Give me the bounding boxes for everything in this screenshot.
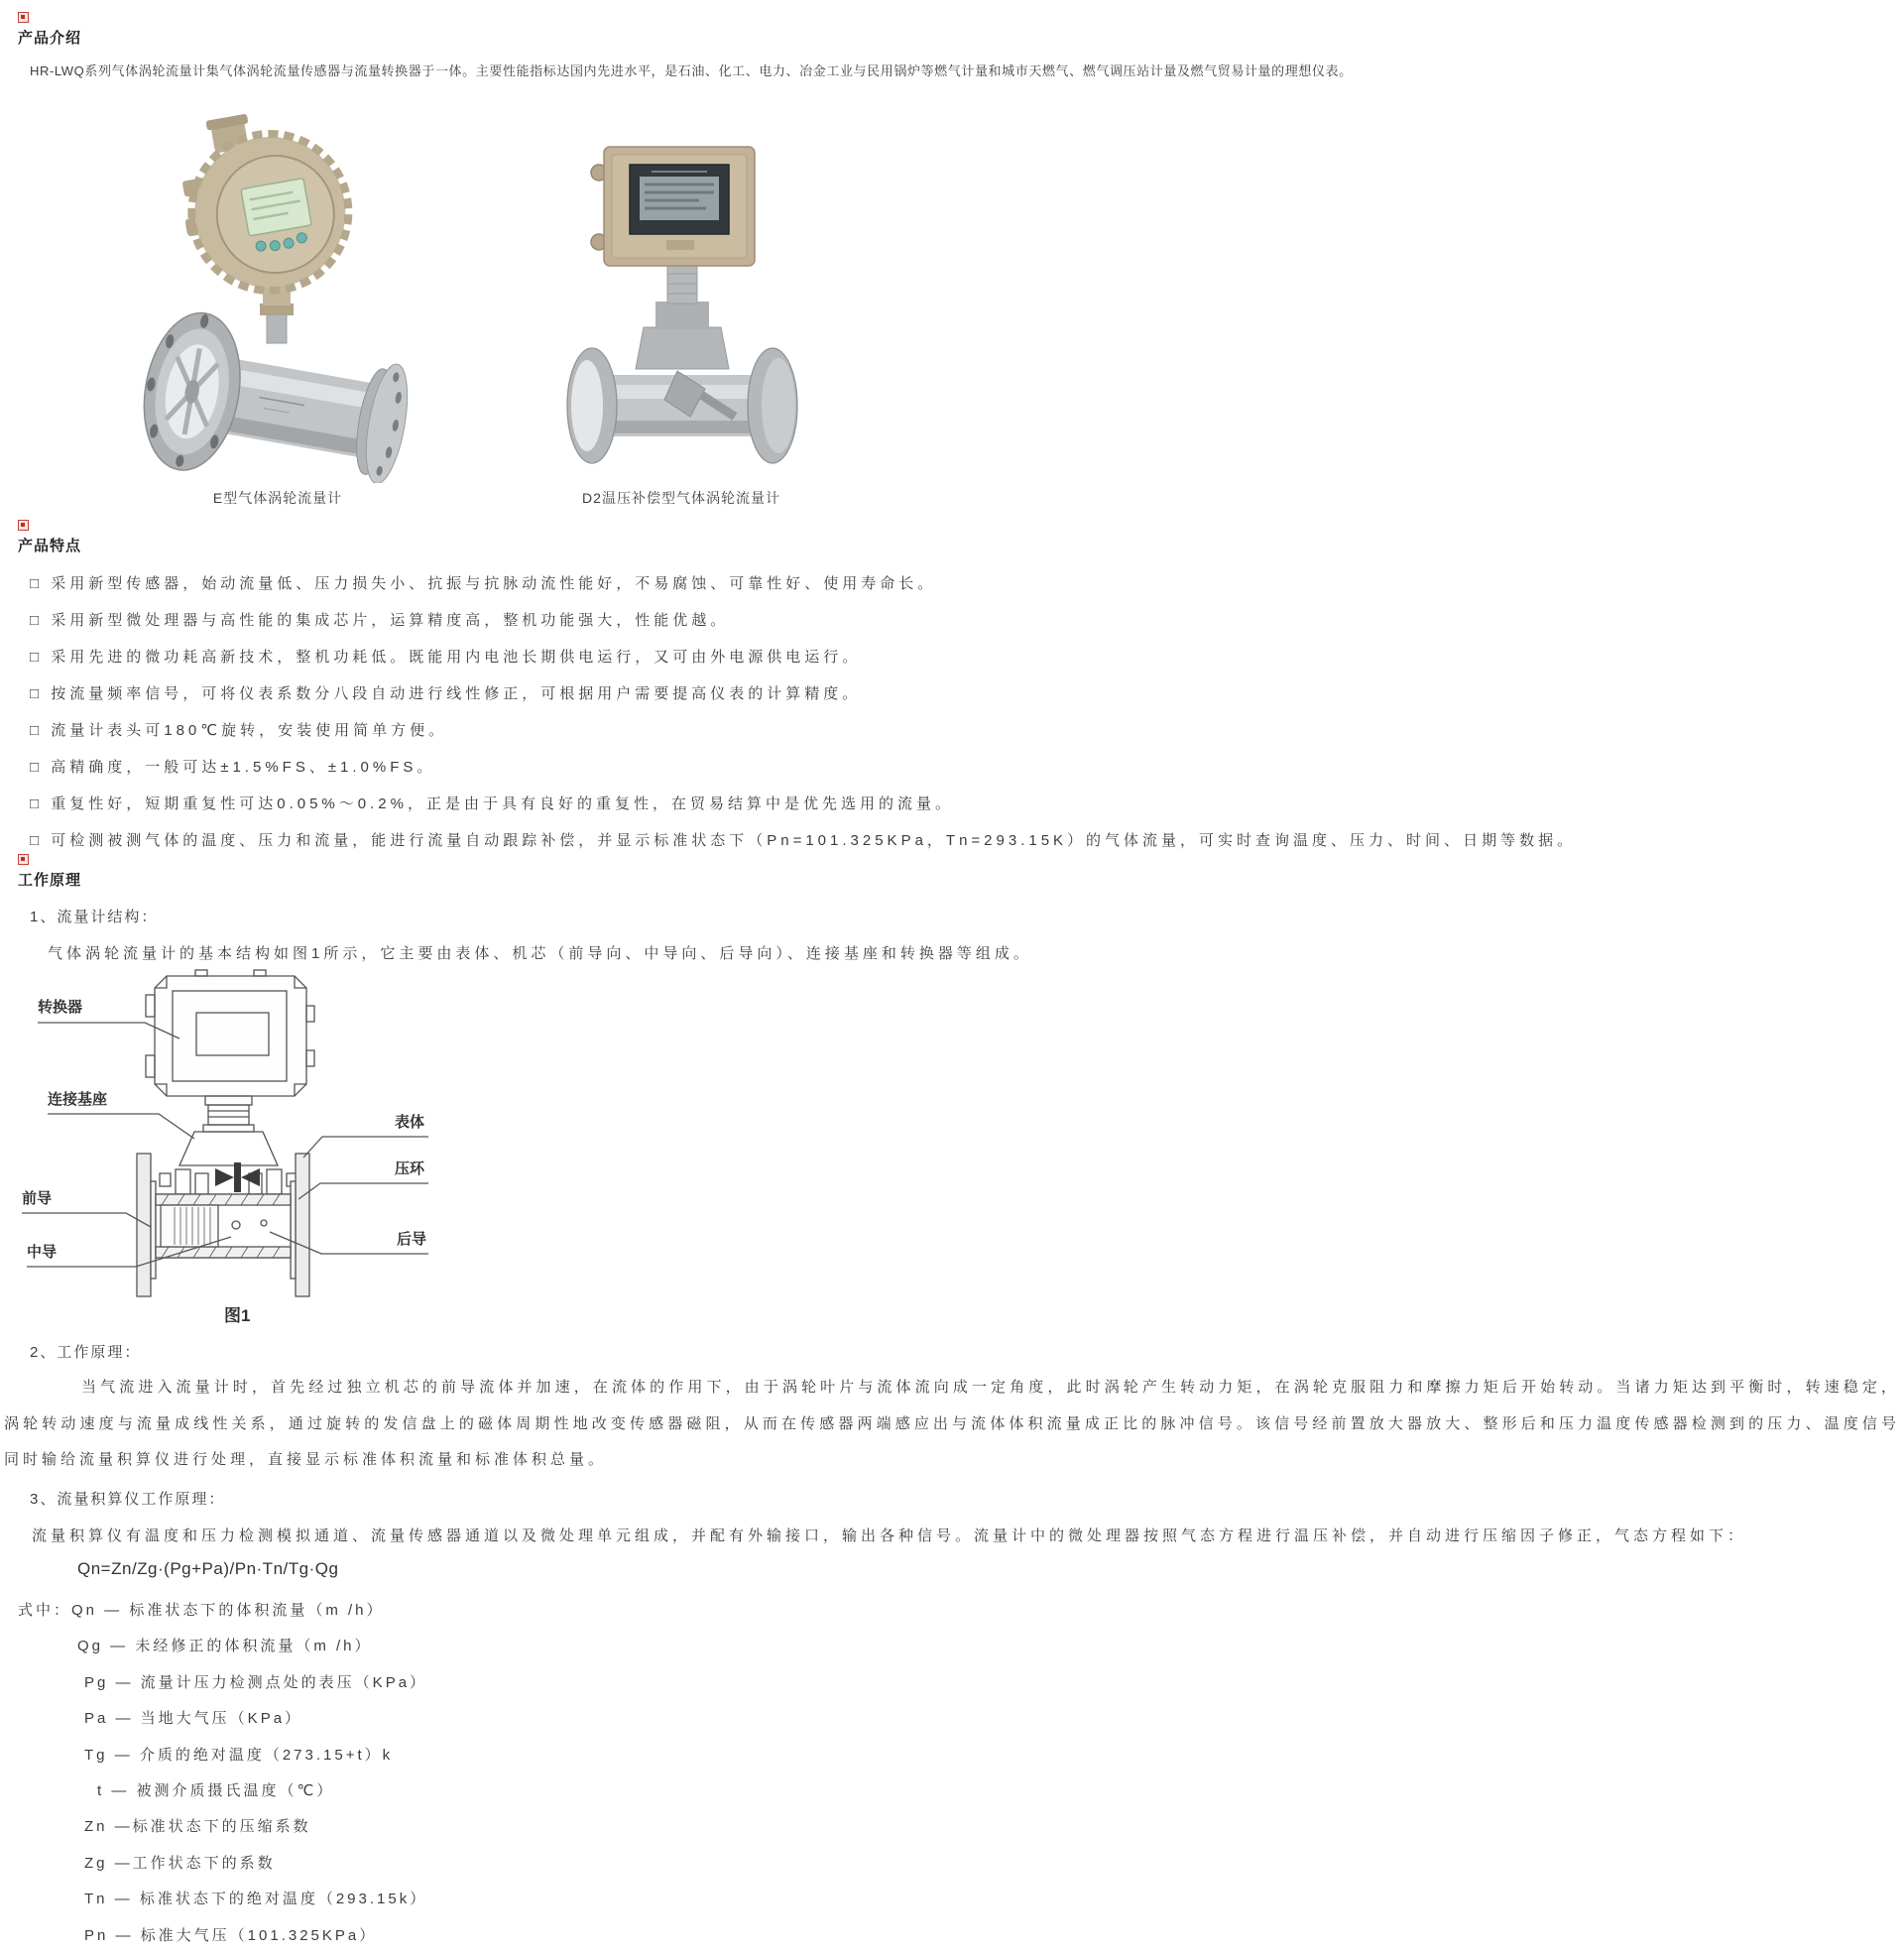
features-list [30, 572, 1576, 866]
d2-type-neck [636, 264, 729, 369]
label-rear-guide: 后导 [397, 1231, 427, 1248]
intro-paragraph: HR-LWQ系列气体涡轮流量计集气体涡轮流量传感器与流量转换器于一体。主要性能指标达国内先进水平，是石油、化工、电力、冶金工业与民用锅炉等燃气计量和城市天燃气、燃气调压站计量及燃气贸易计量的理想仪表。 [30, 63, 1353, 78]
formula-def: Tg — 介质的绝对温度（273.15+t）k [84, 1746, 394, 1764]
figure1-connection-base [179, 1132, 278, 1165]
feature-item: □ 可检测被测气体的温度、压力和流量，能进行流量自动跟踪补偿，并显示标准状态下（Pn=101.325KPa，Tn=293.15K）的气体流量，可实时查询温度、压力、时间、日期等数据。 [30, 832, 1577, 849]
formula-def: Zn —标准状态下的压缩系数 [84, 1818, 311, 1836]
principle-heading: 工作原理 [18, 872, 82, 889]
product-photo-e-type [139, 111, 416, 483]
feature-item: □ 采用先进的微功耗高新技术，整机功耗低。既能用内电池长期供电运行，又可由外电源供电运行。 [30, 649, 862, 666]
section-marker-icon [18, 854, 29, 865]
formula-def: Zg —工作状态下的系数 [84, 1854, 276, 1872]
label-converter: 转换器 [38, 999, 83, 1016]
working-title: 2、工作原理： [30, 1344, 142, 1361]
e-type-lcd-screen [241, 179, 311, 236]
feature-item: □ 重复性好，短期重复性可达0.05%～0.2%，正是由于具有良好的重复性，在贸易结算中是优先选用的流量。 [30, 795, 954, 812]
feature-item: □ 采用新型微处理器与高性能的集成芯片，运算精度高，整机功能强大，性能优越。 [30, 612, 730, 629]
feature-item: □ 高精确度，一般可达±1.5%FS、±1.0%FS。 [30, 759, 436, 776]
totalizer-title: 3、流量积算仪工作原理： [30, 1491, 226, 1508]
e-type-flowmeter-illustration [139, 111, 416, 483]
caption-e-type: E型气体涡轮流量计 [212, 490, 343, 506]
label-middle-guide: 中导 [27, 1244, 58, 1261]
e-type-stem [267, 313, 287, 343]
figure1-converter-box [146, 970, 314, 1096]
feature-item: □ 采用新型传感器，始动流量低、压力损失小、抗振与抗脉动流性能好，不易腐蚀、可靠性好、使用寿命长。 [30, 575, 937, 592]
gas-equation: Qn=Zn/Zg·(Pg+Pa)/Pn·Tn/Tg·Qg [77, 1559, 339, 1578]
feature-item: □ 流量计表头可180℃旋转，安装使用简单方便。 [30, 722, 448, 739]
figure1-svg [0, 968, 466, 1333]
formula-definitions [0, 1593, 427, 1954]
figure1-pipe [156, 1194, 291, 1258]
caption-d2-type: D2温压补偿型气体涡轮流量计 [582, 490, 780, 506]
label-body: 表体 [395, 1114, 425, 1131]
d2-type-flowmeter-illustration [552, 127, 810, 484]
formula-def: Pn — 标准大气压（101.325KPa） [84, 1926, 378, 1944]
e-type-converter-head [169, 111, 361, 305]
formula-def: Tn — 标准状态下的绝对温度（293.15k） [84, 1891, 428, 1908]
figure1-studs [160, 1162, 298, 1194]
figure1-neck [203, 1096, 254, 1132]
label-front-guide: 前导 [22, 1190, 53, 1207]
structure-title: 1、流量计结构： [30, 909, 159, 925]
figure1-caption: 图1 [224, 1306, 251, 1325]
section-marker-icon [18, 12, 29, 23]
formula-def: Pg — 流量计压力检测点处的表压（KPa） [84, 1673, 428, 1691]
features-heading: 产品特点 [18, 538, 82, 554]
label-ring: 压环 [395, 1160, 425, 1177]
feature-item: □ 按流量频率信号，可将仪表系数分八段自动进行线性修正，可根据用户需要提高仪表的计算精度。 [30, 685, 862, 702]
d2-type-display-box [591, 147, 755, 266]
formula-def: Qg — 未经修正的体积流量（m /h） [77, 1638, 373, 1655]
section-marker-icon [18, 520, 29, 531]
intro-heading: 产品介绍 [18, 30, 82, 47]
formula-def: Pa — 当地大气压（KPa） [84, 1710, 303, 1728]
formula-def: t — 被测介质摄氏温度（℃） [97, 1782, 335, 1800]
totalizer-body: 流量积算仪有温度和压力检测模拟通道、流量传感器通道以及微处理单元组成，并配有外输接口，输出各种信号。流量计中的微处理器按照气态方程进行温压补偿，并自动进行压缩因子修正，气态方程如下： [32, 1527, 1747, 1544]
working-body: 当气流进入流量计时，首先经过独立机芯的前导流体并加速，在流体的作用下，由于涡轮叶片与流体流向成一定角度，此时涡轮产生转动力矩，在涡轮克服阻力和摩擦力矩后开始转动。当诸力矩达到平衡时，转速稳定，涡轮转动速度与流量成线性关系，通过旋转的发信盘上的磁体周期性地改变传感器磁阻，从而在传感器两端感应出与流体体积流量成正比的脉冲信号。该信号经前置放大器放大、整形后和压力温度传感器检测到的压力、温度信号同时输给流量积算仪进行处理，直接显示标准体积流量和标准体积总量。 [4, 1379, 1900, 1469]
figure1-diagram [0, 968, 466, 1333]
formula-def: 式中：Qn — 标准状态下的体积流量（m /h） [18, 1602, 385, 1619]
product-photo-d2-type [552, 127, 810, 484]
structure-body: 气体涡轮流量计的基本结构如图1所示，它主要由表体、机芯（前导向、中导向、后导向）、连接基座和转换器等组成。 [48, 945, 1032, 962]
label-base: 连接基座 [48, 1091, 108, 1108]
